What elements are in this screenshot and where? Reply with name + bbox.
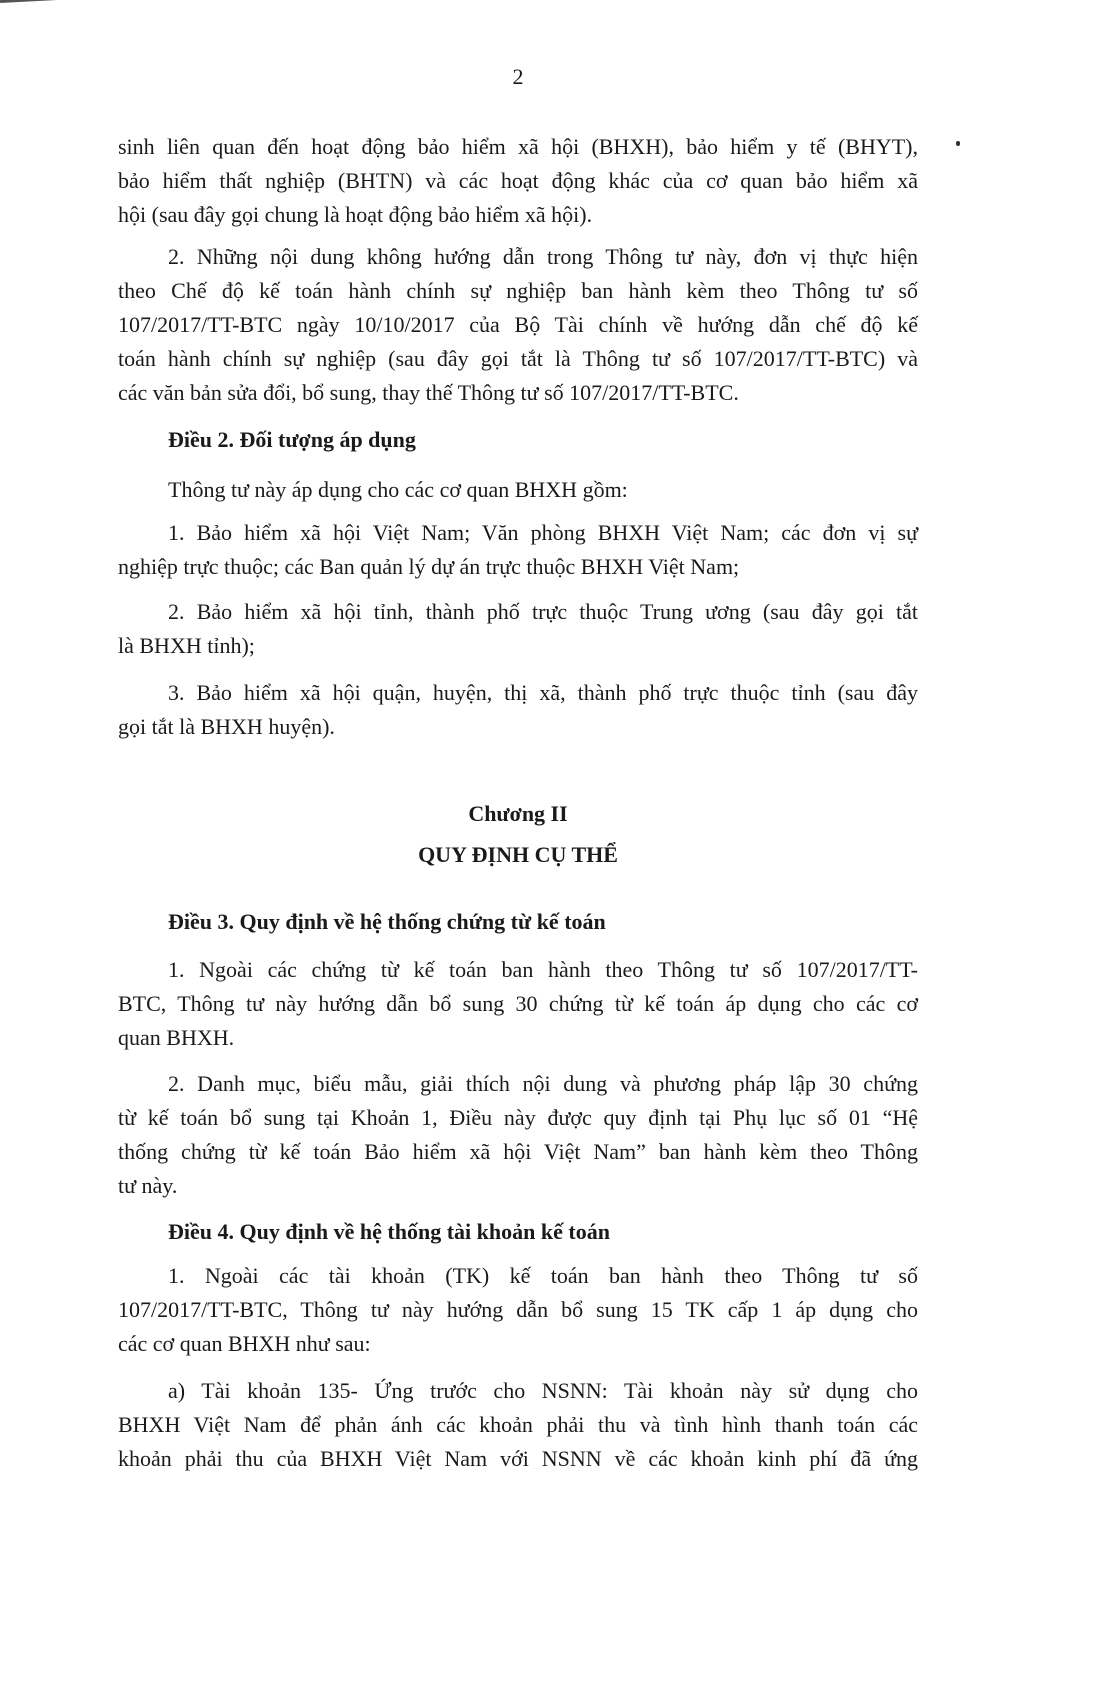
paragraph xyxy=(118,240,918,410)
section-heading xyxy=(118,797,918,831)
paragraph xyxy=(118,953,918,1055)
text-line: Chương II xyxy=(468,801,568,826)
paragraph xyxy=(118,595,918,663)
text-line: Điều 3. Quy định về hệ thống chứng từ kế toán xyxy=(168,909,606,934)
text-line: BTC, Thông tư này hướng dẫn bổ sung 30 chứng từ kế toán áp dụng cho các cơ xyxy=(118,991,918,1016)
text-line: 2. Những nội dung không hướng dẫn trong Thông tư này, đơn vị thực hiện xyxy=(168,244,918,269)
section-heading xyxy=(118,838,918,872)
text-line: là BHXH tỉnh); xyxy=(118,633,255,658)
text-line: theo Chế độ kế toán hành chính sự nghiệp ban hành kèm theo Thông tư số xyxy=(118,278,918,303)
text-line: hội (sau đây gọi chung là hoạt động bảo hiểm xã hội). xyxy=(118,202,593,227)
paragraph xyxy=(118,516,918,584)
text-line: khoản phải thu của BHXH Việt Nam với NSNN về các khoản kinh phí đã ứng xyxy=(118,1446,918,1471)
paragraph xyxy=(118,676,918,744)
paragraph xyxy=(118,1259,918,1361)
text-line: 107/2017/TT-BTC, Thông tư này hướng dẫn bổ sung 15 TK cấp 1 áp dụng cho xyxy=(118,1297,918,1322)
text-line: BHXH Việt Nam để phản ánh các khoản phải thu và tình hình thanh toán các xyxy=(118,1412,918,1437)
text-line: gọi tắt là BHXH huyện). xyxy=(118,714,335,739)
text-line: 107/2017/TT-BTC ngày 10/10/2017 của Bộ Tài chính về hướng dẫn chế độ kế xyxy=(118,312,918,337)
text-line: tư này. xyxy=(118,1173,178,1198)
paragraph xyxy=(118,130,918,232)
text-line: 2. Bảo hiểm xã hội tỉnh, thành phố trực thuộc Trung ương (sau đây gọi tắt xyxy=(168,599,918,624)
text-line: a) Tài khoản 135- Ứng trước cho NSNN: Tài khoản này sử dụng cho xyxy=(168,1378,918,1403)
text-line: Thông tư này áp dụng cho các cơ quan BHXH gồm: xyxy=(168,477,628,502)
scan-speck xyxy=(956,141,960,146)
section-heading xyxy=(118,1215,918,1249)
paragraph xyxy=(118,1067,918,1203)
text-line: QUY ĐỊNH CỤ THỂ xyxy=(418,842,618,867)
section-heading xyxy=(118,423,918,457)
text-line: Điều 2. Đối tượng áp dụng xyxy=(168,427,416,452)
section-heading xyxy=(118,905,918,939)
text-line: 1. Ngoài các chứng từ kế toán ban hành theo Thông tư số 107/2017/TT- xyxy=(168,957,918,982)
text-line: quan BHXH. xyxy=(118,1025,235,1050)
text-line: 3. Bảo hiểm xã hội quận, huyện, thị xã, thành phố trực thuộc tỉnh (sau đây xyxy=(168,680,918,705)
text-line: 2. Danh mục, biểu mẫu, giải thích nội dung và phương pháp lập 30 chứng xyxy=(168,1071,918,1096)
text-line: thống chứng từ kế toán Bảo hiểm xã hội Việt Nam” ban hành kèm theo Thông xyxy=(118,1139,918,1164)
text-line: nghiệp trực thuộc; các Ban quản lý dự án trực thuộc BHXH Việt Nam; xyxy=(118,554,740,579)
text-line: toán hành chính sự nghiệp (sau đây gọi tắt là Thông tư số 107/2017/TT-BTC) và xyxy=(118,346,918,371)
paragraph xyxy=(118,1374,918,1476)
page-number: 2 xyxy=(512,64,524,89)
text-line: sinh liên quan đến hoạt động bảo hiểm xã hội (BHXH), bảo hiểm y tế (BHYT), xyxy=(118,134,918,159)
paragraph xyxy=(118,473,918,507)
text-line: 1. Ngoài các tài khoản (TK) kế toán ban hành theo Thông tư số xyxy=(168,1263,918,1288)
text-line: bảo hiểm thất nghiệp (BHTN) và các hoạt động khác của cơ quan bảo hiểm xã xyxy=(118,168,918,193)
scan-edge-mark xyxy=(0,0,71,17)
text-line: các văn bản sửa đổi, bổ sung, thay thế Thông tư số 107/2017/TT-BTC. xyxy=(118,380,739,405)
text-line: 1. Bảo hiểm xã hội Việt Nam; Văn phòng BHXH Việt Nam; các đơn vị sự xyxy=(168,520,918,545)
text-line: các cơ quan BHXH như sau: xyxy=(118,1331,371,1356)
text-line: Điều 4. Quy định về hệ thống tài khoản kế toán xyxy=(168,1219,610,1244)
text-line: từ kế toán bổ sung tại Khoản 1, Điều này được quy định tại Phụ lục số 01 “Hệ xyxy=(118,1105,918,1130)
